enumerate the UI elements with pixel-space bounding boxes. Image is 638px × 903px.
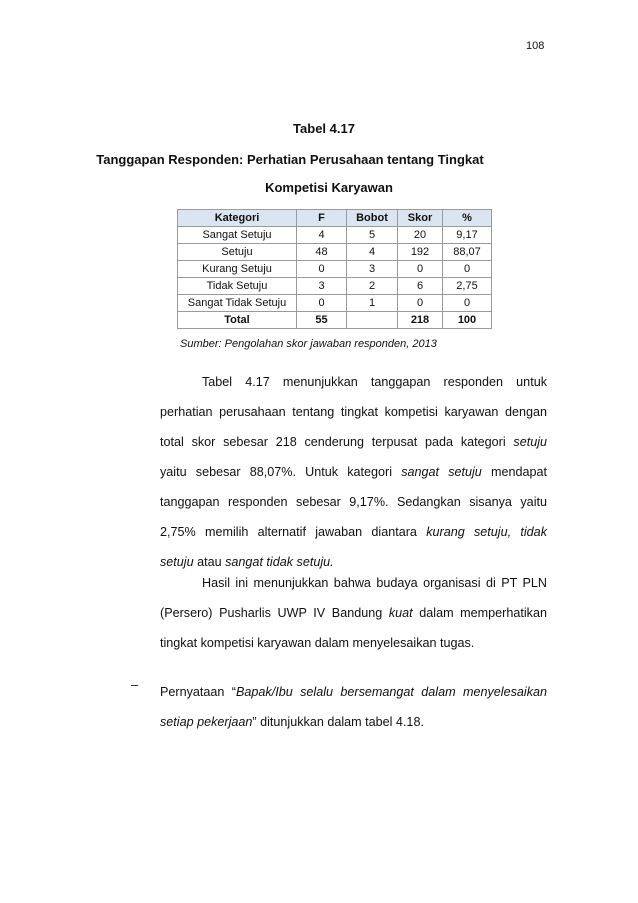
paragraph-line (160, 427, 547, 457)
table-cell: Sangat Tidak Setuju (178, 295, 297, 312)
table-cell: 5 (347, 227, 398, 244)
paragraph-line: tingkat kompetisi karyawan dalam menyelesaikan tugas. (160, 636, 475, 650)
table-cell: 4 (297, 227, 347, 244)
table-caption-line-1: Tanggapan Responden: Perhatian Perusahaan tentang Tingkat (96, 152, 484, 167)
text-run-italic: setuju (160, 555, 194, 569)
table-title: Tabel 4.17 (293, 121, 355, 136)
paragraph-line (160, 457, 547, 487)
header-f: F (297, 210, 347, 227)
paragraph-line (160, 677, 547, 707)
paragraph-line: Hasil ini menunjukkan bahwa budaya organisasi di PT PLN (202, 576, 547, 590)
text-run: 2,75% memilih alternatif jawaban diantara (160, 525, 427, 539)
table-cell (347, 312, 398, 329)
paragraph-1 (160, 367, 547, 577)
table-cell: 2 (347, 278, 398, 295)
paragraph-line: Tabel 4.17 menunjukkan tanggapan responden untuk (202, 375, 547, 389)
table-cell: 1 (347, 295, 398, 312)
table-cell: Kurang Setuju (178, 261, 297, 278)
text-run: (Persero) Pusharlis UWP IV Bandung (160, 606, 389, 620)
table-cell: 9,17 (443, 227, 492, 244)
paragraph-line: tanggapan responden sebesar 9,17%. Sedangkan sisanya yaitu (160, 495, 547, 509)
table-cell: 0 (398, 261, 443, 278)
text-run: yaitu sebesar 88,07%. Untuk kategori (160, 465, 402, 479)
table-cell: 0 (443, 295, 492, 312)
table-cell: 100 (443, 312, 492, 329)
table-row (178, 261, 492, 278)
response-table (177, 209, 492, 329)
table-row (178, 295, 492, 312)
table-cell: Total (178, 312, 297, 329)
paragraph-line (160, 598, 547, 628)
paragraph-line: perhatian perusahaan tentang tingkat kompetisi karyawan dengan (160, 405, 547, 419)
table-caption-line-2: Kompetisi Karyawan (265, 180, 393, 195)
table-cell: 4 (347, 244, 398, 261)
text-run: Pernyataan “ (160, 685, 236, 699)
table-cell: 6 (398, 278, 443, 295)
text-run-italic: sangat setuju (401, 465, 482, 479)
header-skor: Skor (398, 210, 443, 227)
header-bobot: Bobot (347, 210, 398, 227)
table-cell: 0 (443, 261, 492, 278)
table-cell: 3 (347, 261, 398, 278)
header-kategori: Kategori (178, 210, 297, 227)
text-run: atau (193, 555, 226, 569)
table-cell: Setuju (178, 244, 297, 261)
table-cell: 0 (398, 295, 443, 312)
source-note: Sumber: Pengolahan skor jawaban responden, 2013 (180, 338, 437, 350)
table-cell: Tidak Setuju (178, 278, 297, 295)
text-run-italic: setiap pekerjaan (160, 715, 253, 729)
table-cell: 20 (398, 227, 443, 244)
table-cell: 88,07 (443, 244, 492, 261)
text-run: mendapat (481, 465, 547, 479)
paragraph-line (160, 517, 547, 547)
table-row (178, 227, 492, 244)
text-run: ” ditunjukkan dalam tabel 4.18. (252, 715, 424, 729)
text-run-italic: kurang setuju, tidak (426, 525, 547, 539)
table-cell: 48 (297, 244, 347, 261)
table-cell: 192 (398, 244, 443, 261)
table-total-row (178, 312, 492, 329)
table-cell: 55 (297, 312, 347, 329)
paragraph-line (160, 707, 547, 737)
table-cell: 218 (398, 312, 443, 329)
paragraph-2 (160, 568, 547, 658)
table-header-row (178, 210, 492, 227)
table-cell: 0 (297, 261, 347, 278)
table-cell: 3 (297, 278, 347, 295)
text-run-italic: sangat tidak setuju. (225, 555, 334, 569)
table-row (178, 244, 492, 261)
table-row (178, 278, 492, 295)
bullet-paragraph (160, 677, 547, 737)
bullet-dash: – (131, 677, 139, 692)
table-cell: 2,75 (443, 278, 492, 295)
text-run-italic: Bapak/Ibu selalu bersemangat dalam menyelesaikan (236, 685, 547, 699)
page-number: 108 (526, 40, 545, 52)
table-cell: Sangat Setuju (178, 227, 297, 244)
header-percent: % (443, 210, 492, 227)
text-run-italic: kuat (388, 606, 413, 620)
text-run-italic: setuju (513, 435, 547, 449)
text-run: total skor sebesar 218 cenderung terpusat pada kategori (160, 435, 514, 449)
table-cell: 0 (297, 295, 347, 312)
text-run: dalam memperhatikan (412, 606, 547, 620)
